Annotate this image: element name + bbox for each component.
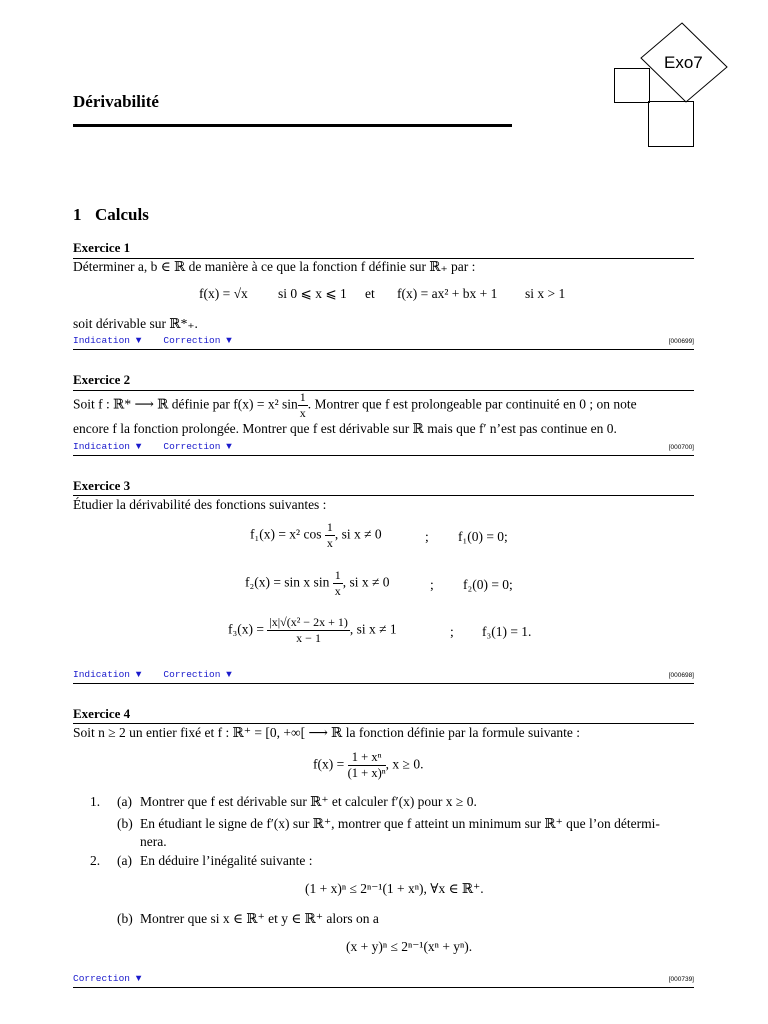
- item-1-number: 1.: [90, 794, 101, 809]
- logo-square-bottom: [648, 101, 694, 147]
- exercise-3-f3: [228, 615, 397, 646]
- item-2b-text: Montrer que si x ∈ ℝ⁺ et y ∈ ℝ⁺ alors on a: [140, 911, 379, 926]
- exercise-4-formula: [313, 750, 423, 781]
- f-lhs: f(x) =: [313, 756, 345, 772]
- exercise-3-f2: [245, 568, 390, 599]
- exercise-4-line1: Soit n ≥ 2 un entier fixé et f : ℝ⁺ = [0, +∞[ ⟶ ℝ la fonction définie par la formule suivante :: [73, 725, 581, 740]
- exercise-2-fraction: [298, 390, 308, 421]
- exercise-3-correction-link[interactable]: Correction ▼: [163, 669, 232, 680]
- exercise-4-title: Exercice 4: [73, 706, 131, 721]
- item-2a-text: En déduire l’inégalité suivante :: [140, 853, 313, 868]
- section-title: Calculs: [95, 205, 149, 224]
- f-num: 1 + xⁿ: [348, 750, 386, 766]
- exercise-1-formula-a: f(x) = √x: [199, 286, 248, 301]
- f2-den: x: [334, 584, 341, 598]
- exercise-2-line1: [73, 390, 637, 421]
- item-1a-label: (a): [117, 794, 132, 809]
- f3-fraction: [267, 615, 350, 646]
- exercise-1-line1: Déterminer a, b ∈ ℝ de manière à ce que la fonction f définie sur ℝ₊ par :: [73, 259, 476, 274]
- exercise-3-f2-sep: ;: [430, 577, 434, 592]
- page-title: Dérivabilité: [73, 92, 159, 111]
- exercise-1-cond-a: si 0 ⩽ x ⩽ 1: [278, 286, 347, 301]
- f-fraction: [348, 750, 386, 781]
- item-2a-label: (a): [117, 853, 132, 868]
- exercise-2-links: [73, 441, 254, 452]
- exercise-1-formula-b: f(x) = ax² + bx + 1: [397, 286, 498, 301]
- exercise-3-line1: Étudier la dérivabilité des fonctions suivantes :: [73, 497, 327, 512]
- item-1b-line1: En étudiant le signe de f′(x) sur ℝ⁺, montrer que f atteint un minimum sur ℝ⁺ que l’on détermi-: [140, 816, 660, 831]
- exercise-3-f1-val: f₁(0) = 0;: [458, 529, 508, 544]
- f1-den: x: [326, 536, 333, 550]
- exercise-3-f2-val: f₂(0) = 0;: [463, 577, 513, 592]
- section-number: 1: [73, 205, 82, 224]
- f3-lhs: f₃(x) =: [228, 621, 264, 637]
- exercise-3-f3-sep: ;: [450, 624, 454, 639]
- exercise-1-title: Exercice 1: [73, 240, 131, 255]
- exercise-1-bottom-rule: [73, 349, 694, 350]
- section-heading: [73, 205, 149, 225]
- exercise-3-f1-sep: ;: [425, 529, 429, 544]
- exercise-2-line1-a: Soit f : ℝ* ⟶ ℝ définie par f(x) = x² sin: [73, 396, 298, 412]
- exercise-2-indication-link[interactable]: Indication ▼: [73, 441, 142, 452]
- f1-fraction: [325, 520, 335, 551]
- exercise-1-conj: et: [365, 286, 375, 301]
- item-1b-label: (b): [117, 816, 133, 831]
- f1-num: 1: [326, 520, 333, 534]
- f3-den: x − 1: [296, 631, 321, 645]
- inequality-2: (x + y)ⁿ ≤ 2ⁿ⁻¹(xⁿ + yⁿ).: [346, 939, 473, 954]
- inequality-1: (1 + x)ⁿ ≤ 2ⁿ⁻¹(1 + xⁿ), ∀x ∈ ℝ⁺.: [305, 881, 484, 896]
- exercise-1-line2: soit dérivable sur ℝ*₊.: [73, 316, 198, 331]
- exercise-3-title: Exercice 3: [73, 478, 131, 493]
- f3-cond: , si x ≠ 1: [349, 621, 397, 637]
- item-1b-line2: nera.: [140, 834, 167, 849]
- f1-lhs: f₁(x) = x² cos: [250, 526, 322, 542]
- exercise-4-ref: [000739]: [668, 976, 694, 983]
- title-rule: [73, 124, 512, 127]
- f-cond: , x ≥ 0.: [385, 756, 424, 772]
- exercise-2-title: Exercice 2: [73, 372, 131, 387]
- exercise-1-ref: [000699]: [668, 338, 694, 345]
- exercise-4-correction-link[interactable]: Correction ▼: [73, 973, 142, 984]
- f3-num: |x|√(x² − 2x + 1): [269, 615, 348, 629]
- exercise-1-cond-b: si x > 1: [525, 286, 566, 301]
- exercise-4-links: [73, 973, 163, 984]
- exercise-2-line1-b: . Montrer que f est prolongeable par continuité en 0 ; on note: [307, 396, 637, 412]
- exercise-2-bottom-rule: [73, 455, 694, 456]
- exercise-1-links: [73, 335, 254, 346]
- exercise-3-links: [73, 669, 254, 680]
- f2-num: 1: [334, 568, 341, 582]
- logo-text: Exo7: [664, 53, 703, 72]
- f2-fraction: [333, 568, 343, 599]
- f-den: (1 + x)ⁿ: [347, 766, 386, 780]
- f2-lhs: f₂(x) = sin x sin: [245, 574, 330, 590]
- exercise-2-frac-num: 1: [299, 390, 306, 404]
- item-2b-label: (b): [117, 911, 133, 926]
- exercise-2-correction-link[interactable]: Correction ▼: [163, 441, 232, 452]
- exercise-2-ref: [000700]: [668, 444, 694, 451]
- exercise-2-line2: encore f la fonction prolongée. Montrer que f est dérivable sur ℝ mais que f′ n’est pas continue en 0.: [73, 421, 617, 436]
- item-2-number: 2.: [90, 853, 101, 868]
- exercise-3-indication-link[interactable]: Indication ▼: [73, 669, 142, 680]
- item-1a-text: Montrer que f est dérivable sur ℝ⁺ et calculer f′(x) pour x ≥ 0.: [140, 794, 477, 809]
- exercise-3-f3-val: f₃(1) = 1.: [482, 624, 532, 639]
- exercise-3-bottom-rule: [73, 683, 694, 684]
- exercise-2-frac-den: x: [299, 406, 306, 420]
- exercise-1-correction-link[interactable]: Correction ▼: [163, 335, 232, 346]
- f1-cond: , si x ≠ 0: [334, 526, 382, 542]
- exercise-1-indication-link[interactable]: Indication ▼: [73, 335, 142, 346]
- exercise-3-f1: [250, 520, 382, 551]
- exercise-4-bottom-rule: [73, 987, 694, 988]
- exercise-3-ref: [000698]: [668, 672, 694, 679]
- f2-cond: , si x ≠ 0: [342, 574, 390, 590]
